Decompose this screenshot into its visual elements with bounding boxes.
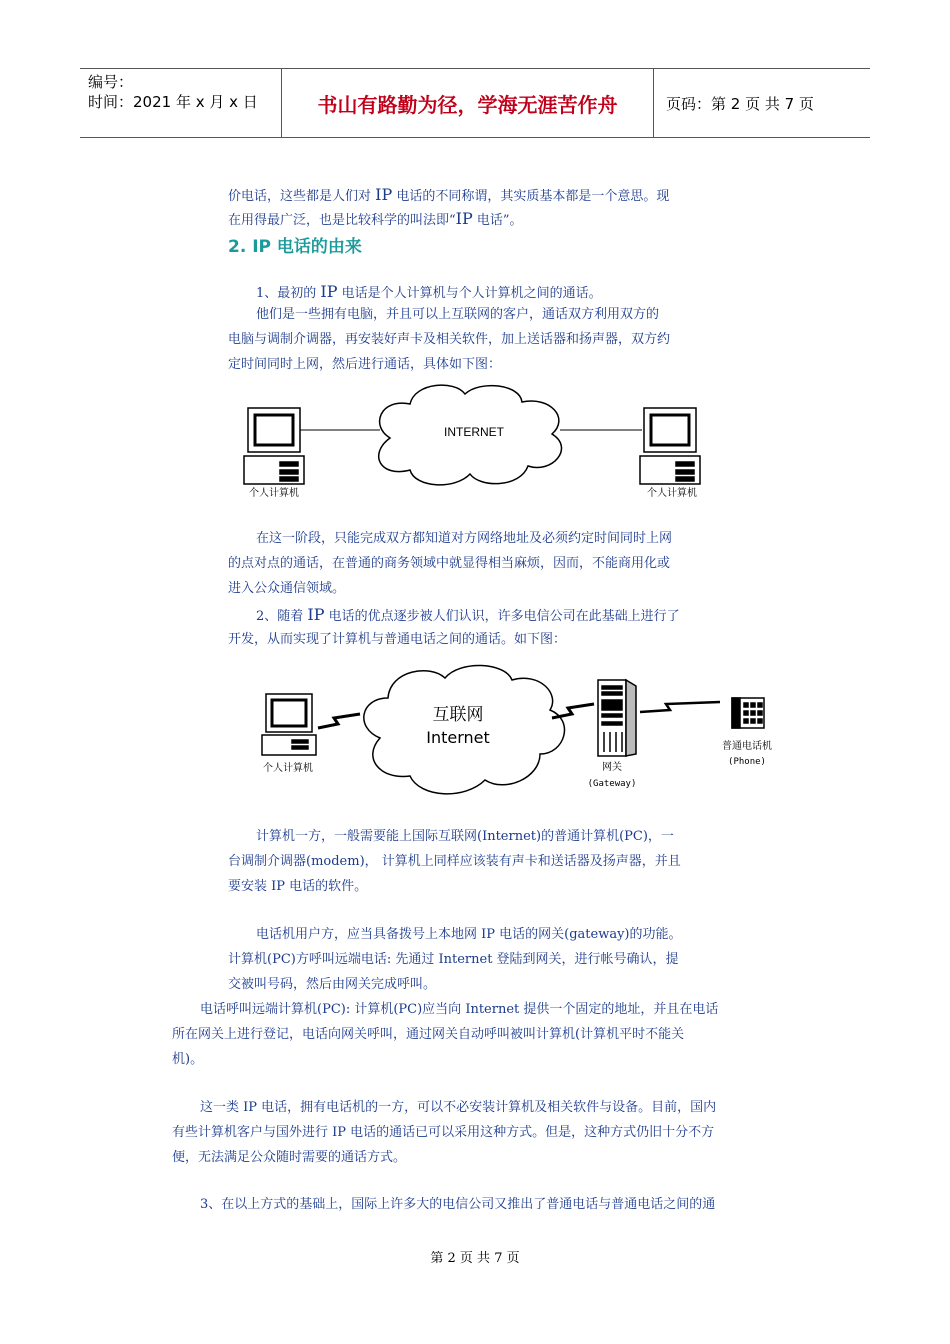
- computer-icon: [640, 408, 700, 484]
- pc-to-phone-diagram: [250, 658, 790, 806]
- text-line: 电话呼叫远端计算机(PC): 计算机(PC)应当向 Internet 提供一个固定的地址，并且在电话: [200, 1002, 719, 1017]
- pc-label: 个人计算机: [647, 488, 697, 499]
- pc-to-pc-diagram: [230, 378, 710, 503]
- gateway-server-icon: [598, 680, 636, 756]
- section-heading: 2. IP 电话的由来: [228, 237, 362, 257]
- text-line: 在用得最广泛，也是比较科学的叫法即“IP 电话”。: [228, 209, 523, 228]
- gateway-sublabel: (Gateway): [587, 779, 637, 789]
- pc-label: 个人计算机: [249, 488, 299, 499]
- number-label: 编号：: [88, 73, 134, 91]
- text-line: 要安装 IP 电话的软件。: [228, 879, 368, 894]
- text-line: 价电话，这些都是人们对 IP 电话的不同称谓，其实质基本都是一个意思。现: [228, 185, 670, 204]
- cloud-label-cn: 互联网: [432, 705, 484, 725]
- telephone-icon: [732, 698, 764, 728]
- header-page-label: 页码：第 2 页 共 7 页: [666, 95, 814, 113]
- text-line: 在这一阶段，只能完成双方都知道对方网络地址及必须约定时间同时上网: [256, 531, 673, 546]
- text-line: 电话机用户方，应当具备拨号上本地网 IP 电话的网关(gateway)的功能。: [256, 927, 682, 942]
- gateway-label: 网关: [602, 762, 622, 773]
- text-line: 台调制介调器(modem)， 计算机上同样应该装有声卡和送话器及扬声器，并且: [228, 854, 681, 869]
- text-line: 所在网关上进行登记，电话向网关呼叫，通过网关自动呼叫被叫计算机(计算机平时不能关: [172, 1027, 685, 1042]
- header-motto: 书山有路勤为径，学海无涯苦作舟: [317, 92, 618, 117]
- text-line: 1、最初的 IP 电话是个人计算机与个人计算机之间的通话。: [256, 282, 602, 301]
- pc-label: 个人计算机: [263, 763, 313, 774]
- text-line: 定时间同时上网，然后进行通话，具体如下图：: [228, 357, 502, 372]
- computer-icon: [244, 408, 304, 484]
- text-line: 开发，从而实现了计算机与普通电话之间的通话。如下图：: [228, 632, 567, 647]
- cloud-label-en: Internet: [426, 728, 490, 747]
- text-line: 计算机一方，一般需要能上国际互联网(Internet)的普通计算机(PC)，一: [256, 829, 674, 844]
- text-line: 这一类 IP 电话，拥有电话机的一方，可以不必安装计算机及相关软件与设备。目前，国内: [200, 1100, 717, 1115]
- text-line: 进入公众通信领域。: [228, 581, 346, 596]
- computer-icon: [262, 694, 316, 755]
- text-line: 3、在以上方式的基础上，国际上许多大的电信公司又推出了普通电话与普通电话之间的通: [200, 1197, 716, 1212]
- time-label: 时间：2021 年 x 月 x 日: [88, 93, 258, 111]
- text-line: 他们是一些拥有电脑，并且可以上互联网的客户，通话双方利用双方的: [256, 307, 660, 322]
- link-icon: [318, 714, 360, 728]
- page-header: [80, 68, 870, 138]
- phone-label: 普通电话机: [722, 741, 772, 752]
- text-line: 便，无法满足公众随时需要的通话方式。: [172, 1150, 407, 1165]
- text-line: 交被叫号码，然后由网关完成呼叫。: [228, 977, 437, 992]
- text-line: 有些计算机客户与国外进行 IP 电话的通话已可以采用这种方式。但是，这种方式仍旧十分不方: [172, 1125, 715, 1140]
- cloud-label: INTERNET: [444, 425, 504, 439]
- text-line: 2、随着 IP 电话的优点逐步被人们认识，许多电信公司在此基础上进行了: [256, 605, 680, 624]
- link-icon: [640, 702, 720, 712]
- header-divider: [653, 69, 654, 137]
- link-icon: [552, 704, 594, 718]
- header-meta: [88, 72, 258, 112]
- text-line: 计算机(PC)方呼叫远端电话: 先通过 Internet 登陆到网关，进行帐号确认，提: [228, 952, 679, 967]
- text-line: 电脑与调制介调器，再安装好声卡及相关软件，加上送话器和扬声器，双方约: [228, 332, 671, 347]
- page-footer: 第 2 页 共 7 页: [430, 1251, 520, 1266]
- text-line: 机)。: [172, 1052, 204, 1067]
- phone-sublabel: (Phone): [728, 757, 766, 767]
- text-line: 的点对点的通话，在普通的商务领域中就显得相当麻烦，因而，不能商用化或: [228, 556, 671, 571]
